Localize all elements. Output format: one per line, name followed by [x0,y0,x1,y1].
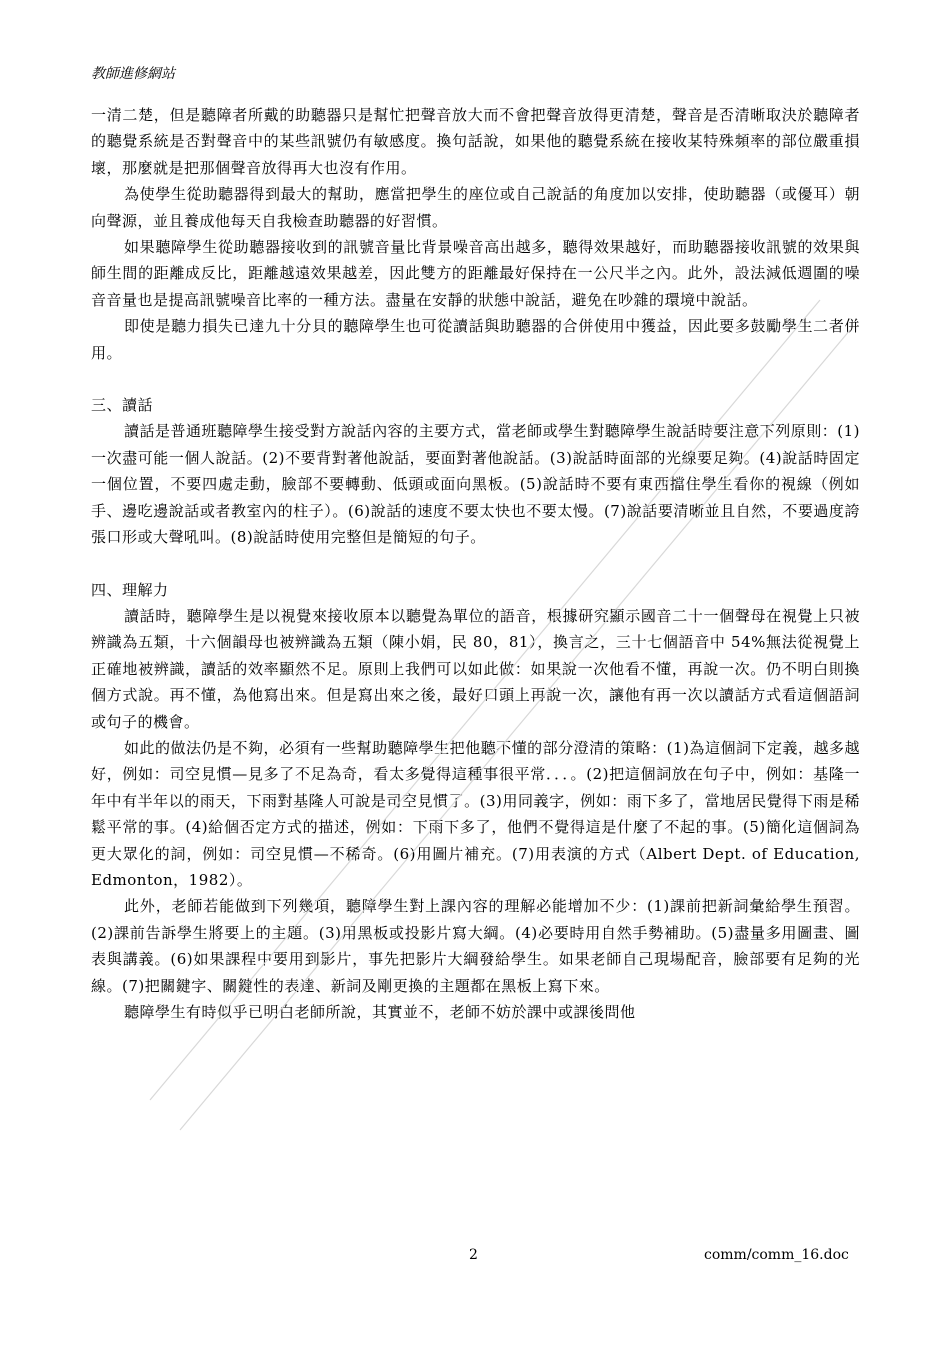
footer-filename: comm/comm_16.doc [704,1247,849,1263]
paragraph-4: 即使是聽力損失已達九十分貝的聽障學生也可從讀話與助聽器的合併使用中獲益，因此要多鼓勵學生二者併用。 [91,317,860,362]
paragraph-9: 聽障學生有時似乎已明白老師所說，其實並不，老師不妨於課中或課後問他 [124,1003,636,1021]
document-body [91,102,860,1025]
paragraph-2: 為使學生從助聽器得到最大的幫助，應當把學生的座位或自己說話的角度加以安排，使助聽器（或優耳）朝向聲源，並且養成他每天自我檢查助聽器的好習慣。 [91,185,860,230]
footer-page-number: 2 [469,1247,478,1263]
section-heading-4: 四、理解力 [91,580,169,599]
paragraph-3: 如果聽障學生從助聽器接收到的訊號音量比背景噪音高出越多，聽得效果越好，而助聽器接收訊號的效果與師生間的距離成反比，距離越遠效果越差，因此雙方的距離最好保持在一公尺半之內。此外，設法減低週圍的噪音音量也是提高訊號噪音比率的一種方法。盡量在安靜的狀態中說話，避免在吵雜的環境中說話。 [91,238,860,309]
page-header: 教師進修網站 [91,66,175,82]
paragraph-7: 如此的做法仍是不夠，必須有一些幫助聽障學生把他聽不懂的部分澄清的策略：(1)為這個詞下定義，越多越好，例如：司空見慣—見多了不足為奇，看太多覺得這種事很平常．．．。(2)把這個詞放在句子中，例如：基隆一年中有半年以的雨天，下雨對基隆人可說是司空見慣了。(3)用同義字，例如：雨下多了，當地居民覺得下雨是稀鬆平常的事。(4)給個否定方式的描述，例如：下雨下多了，他們不覺得這是什麼了不起的事。(5)簡化這個詞為更大眾化的詞，例如：司空見慣—不稀奇。(6)用圖片補充。(7)用表演的方式（Albert Dept. of Education, Edmonton，1982）。 [91,738,860,889]
paragraph-1: 一清二楚，但是聽障者所戴的助聽器只是幫忙把聲音放大而不會把聲音放得更清楚，聲音是否清晰取決於聽障者的聽覺系統是否對聲音中的某些訊號仍有敏感度。換句話說，如果他的聽覺系統在接收某特殊頻率的部位嚴重損壞，那麼就是把那個聲音放得再大也沒有作用。 [91,106,860,177]
paragraph-6: 讀話時，聽障學生是以視覺來接收原本以聽覺為單位的語音，根據研究顯示國音二十一個聲母在視覺上只被辨識為五類，十六個韻母也被辨識為五類（陳小娟，民 80，81），換言之，三十七個語音中 54%無法從視覺上正確地被辨識，讀話的效率顯然不足。原則上我們可以如此做：如果說一次他看不懂，再說一次。仍不明白則換個方式說。再不懂，為他寫出來。但是寫出來之後，最好口頭上再說一次，讓他有再一次以讀話方式看這個語詞或句子的機會。 [91,606,860,731]
paragraph-5: 讀話是普通班聽障學生接受對方說話內容的主要方式，當老師或學生對聽障學生說話時要注意下列原則：(1)一次盡可能一個人說話。(2)不要背對著他說話，要面對著他說話。(3)說話時面部的光線要足夠。(4)說話時固定一個位置，不要四處走動，臉部不要轉動、低頭或面向黑板。(5)說話時不要有東西擋住學生看你的視線（例如手、邊吃邊說話或者教室內的柱子）。(6)說話的速度不要太快也不要太慢。(7)說話要清晰並且自然，不要過度誇張口形或大聲吼叫。(8)說話時使用完整但是簡短的句子。 [91,422,860,547]
paragraph-8: 此外，老師若能做到下列幾項，聽障學生對上課內容的理解必能增加不少：(1)課前把新詞彙給學生預習。(2)課前告訴學生將要上的主題。(3)用黑板或投影片寫大綱。(4)必要時用自然手勢補助。(5)盡量多用圖畫、圖表與講義。(6)如果課程中要用到影片，事先把影片大綱發給學生。如果老師自己現場配音，臉部要有足夠的光線。(7)把關鍵字、關鍵性的表達、新詞及剛更換的主題都在黑板上寫下來。 [91,897,860,995]
section-heading-3: 三、讀話 [91,396,154,415]
